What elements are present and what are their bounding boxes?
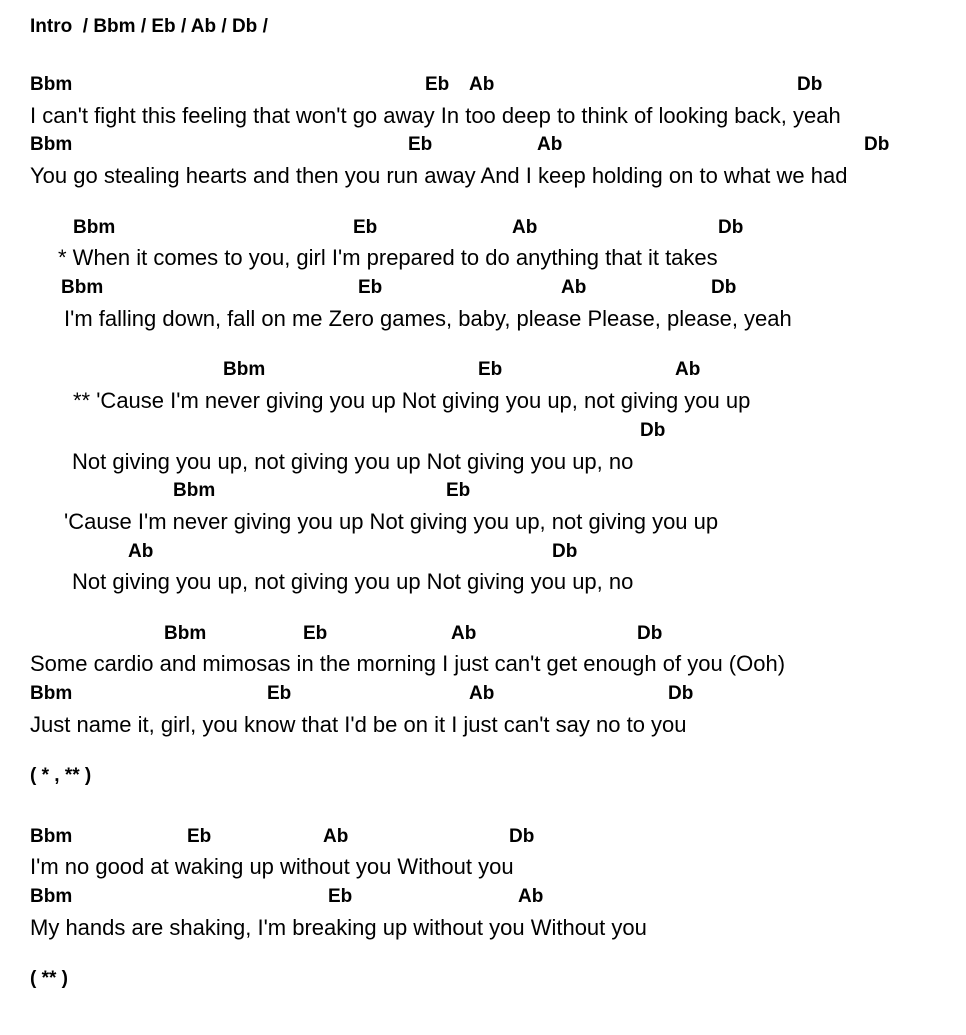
lyric-line: My hands are shaking, I'm breaking up without you Without you bbox=[30, 915, 647, 940]
chord: Eb bbox=[328, 886, 353, 907]
chord: Ab bbox=[469, 74, 495, 95]
chord: Db bbox=[718, 217, 744, 238]
chord: Ab bbox=[128, 541, 154, 562]
repeat-marker: ( ** ) bbox=[30, 968, 68, 989]
chord: Ab bbox=[518, 886, 544, 907]
intro-line: Intro / Bbm / Eb / Ab / Db / bbox=[30, 16, 268, 37]
chord: Ab bbox=[512, 217, 538, 238]
chord: Ab bbox=[561, 277, 587, 298]
chord: Db bbox=[640, 420, 666, 441]
chord: Bbm bbox=[30, 683, 73, 704]
chord: Bbm bbox=[61, 277, 104, 298]
lyric-line: ** 'Cause I'm never giving you up Not giving you up, not giving you up bbox=[73, 388, 751, 413]
chord: Db bbox=[637, 623, 663, 644]
chord: Db bbox=[864, 134, 890, 155]
lyric-line: I'm no good at waking up without you Without you bbox=[30, 854, 514, 879]
chord: Eb bbox=[446, 480, 471, 501]
lyric-line: * When it comes to you, girl I'm prepared to do anything that it takes bbox=[58, 245, 718, 270]
chord: Eb bbox=[478, 359, 503, 380]
chord: Bbm bbox=[30, 826, 73, 847]
lyric-line: Just name it, girl, you know that I'd be on it I just can't say no to you bbox=[30, 712, 687, 737]
chord: Eb bbox=[187, 826, 212, 847]
chord: Db bbox=[552, 541, 578, 562]
repeat-marker: ( * , ** ) bbox=[30, 765, 92, 786]
lyric-line: You go stealing hearts and then you run away And I keep holding on to what we had bbox=[30, 163, 848, 188]
chord: Bbm bbox=[30, 886, 73, 907]
chord: Eb bbox=[303, 623, 328, 644]
chord: Ab bbox=[675, 359, 701, 380]
chord: Db bbox=[711, 277, 737, 298]
chord: Bbm bbox=[30, 74, 73, 95]
chord: Db bbox=[668, 683, 694, 704]
lyric-line: I'm falling down, fall on me Zero games, baby, please Please, please, yeah bbox=[64, 306, 792, 331]
chord: Ab bbox=[537, 134, 563, 155]
chord: Ab bbox=[469, 683, 495, 704]
lyric-line: Some cardio and mimosas in the morning I just can't get enough of you (Ooh) bbox=[30, 651, 786, 676]
lyric-line: 'Cause I'm never giving you up Not giving you up, not giving you up bbox=[64, 509, 719, 534]
lyric-line: I can't fight this feeling that won't go away In too deep to think of looking back, yeah bbox=[30, 103, 841, 128]
chord: Bbm bbox=[30, 134, 73, 155]
chord: Ab bbox=[323, 826, 349, 847]
chord: Eb bbox=[267, 683, 292, 704]
chord: Eb bbox=[425, 74, 450, 95]
chord: Db bbox=[509, 826, 535, 847]
chord: Bbm bbox=[73, 217, 116, 238]
chord: Eb bbox=[408, 134, 433, 155]
chord: Eb bbox=[353, 217, 378, 238]
lyric-line: Not giving you up, not giving you up Not giving you up, no bbox=[72, 449, 634, 474]
lyric-line: Not giving you up, not giving you up Not giving you up, no bbox=[72, 569, 634, 594]
chord: Ab bbox=[451, 623, 477, 644]
chord: Bbm bbox=[164, 623, 207, 644]
chord: Db bbox=[797, 74, 823, 95]
chord: Eb bbox=[358, 277, 383, 298]
chord: Bbm bbox=[173, 480, 216, 501]
chord: Bbm bbox=[223, 359, 266, 380]
